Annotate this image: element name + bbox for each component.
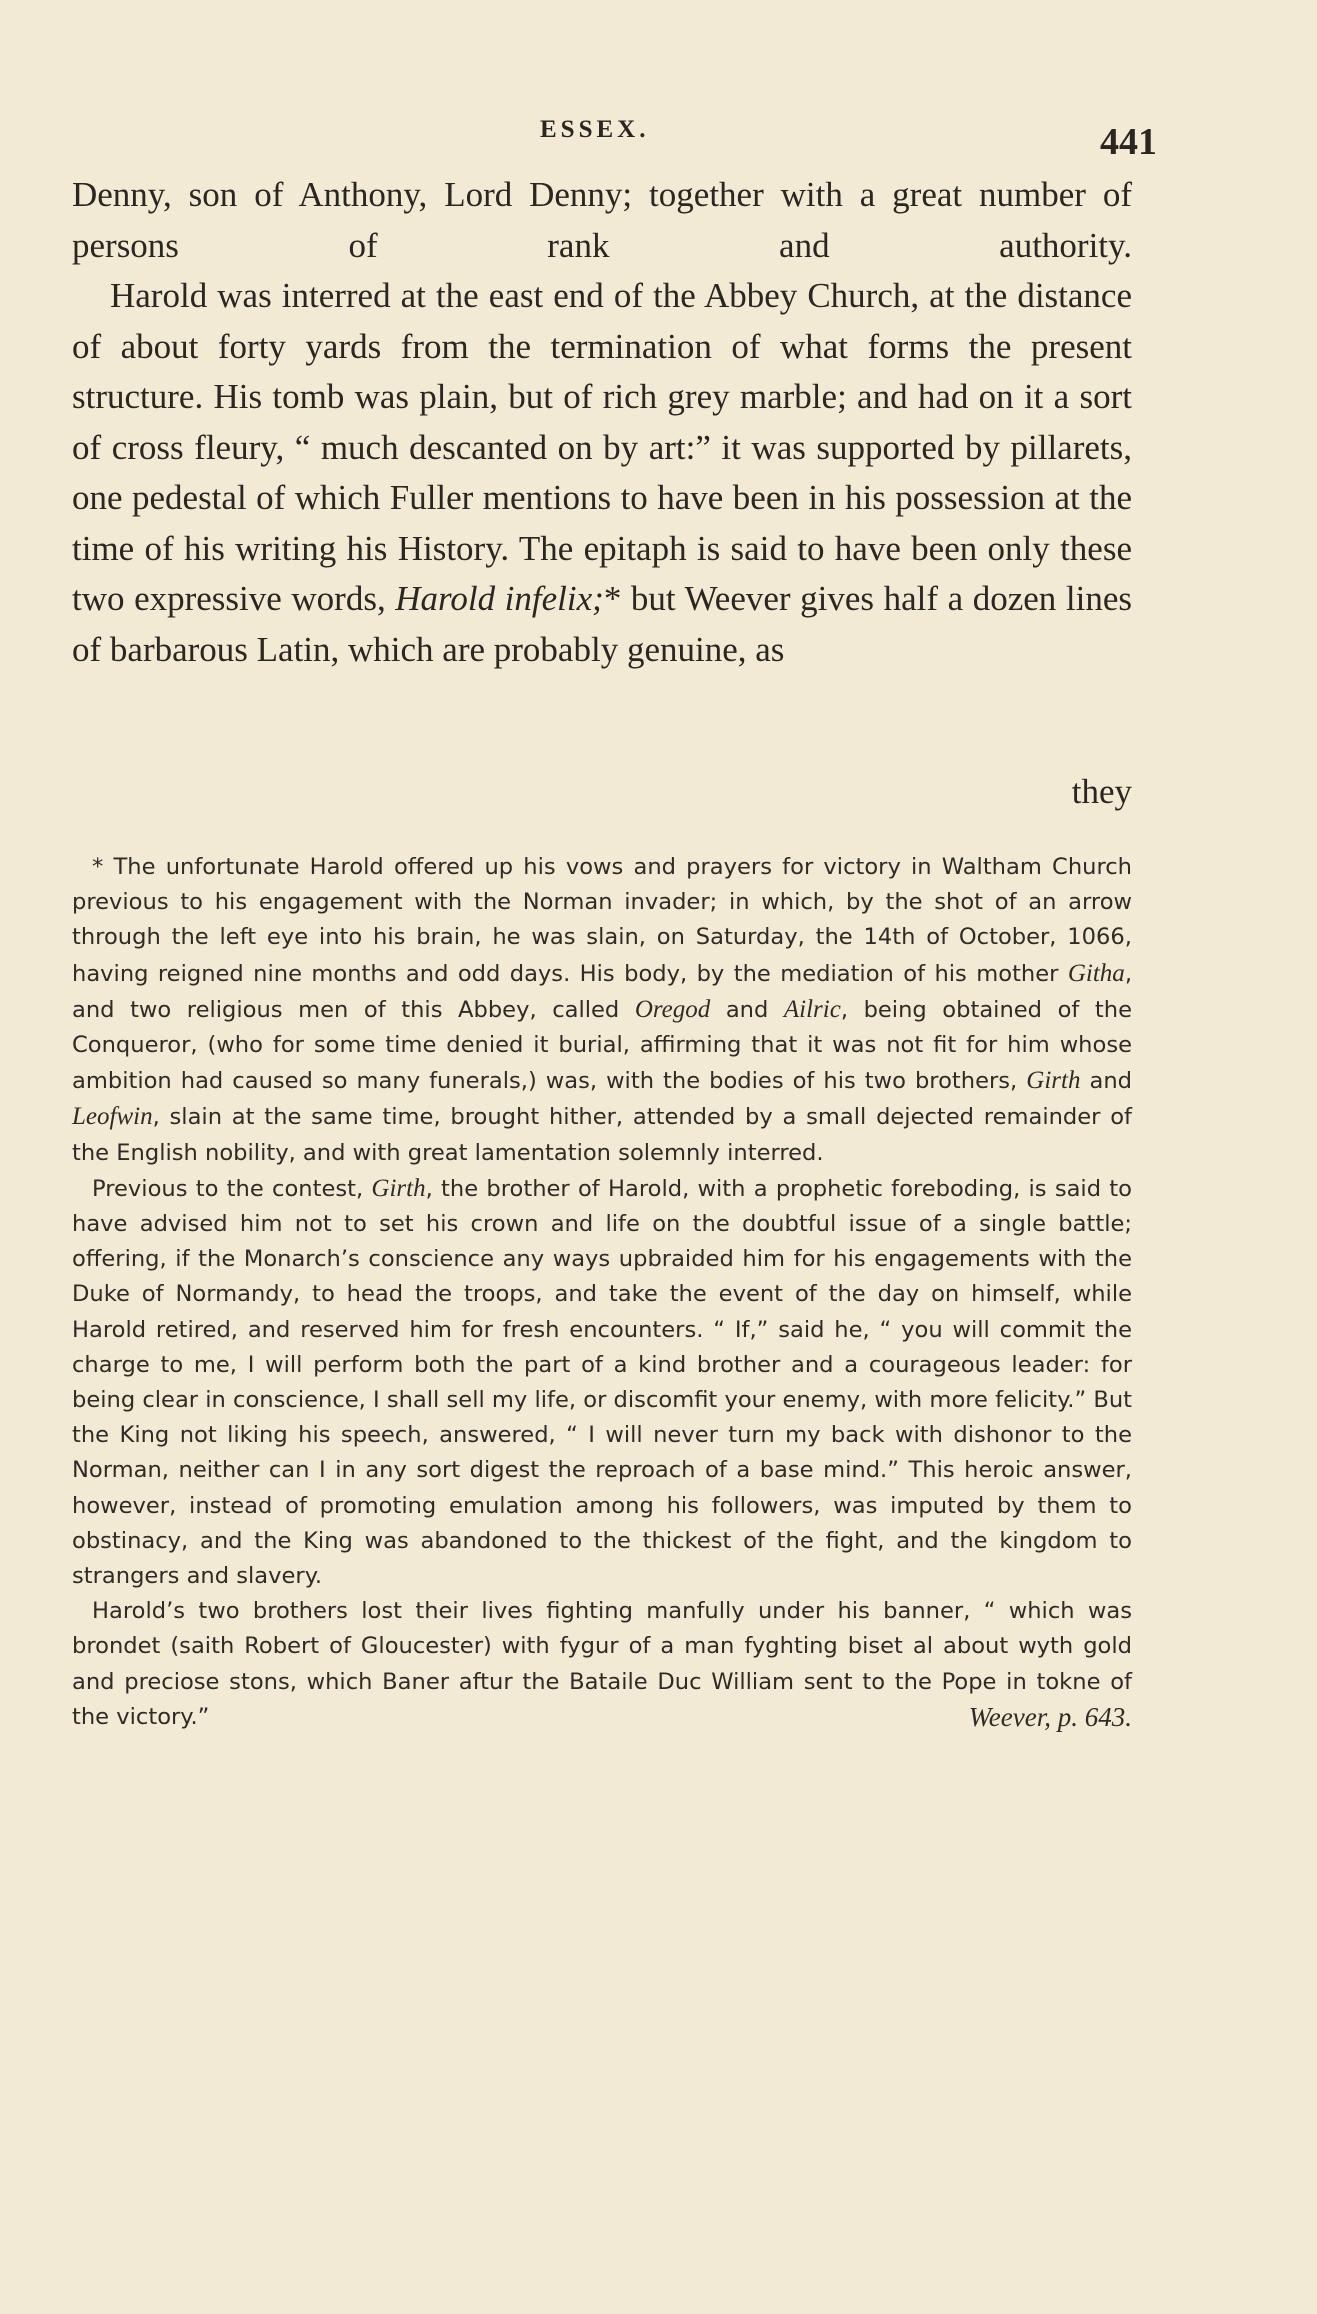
footnote-2: [72, 1171, 1132, 1594]
paragraph-2-text: Harold was interred at the east end of the Abbey Church, at the distance of about forty yards from the termination of what forms the present structure. His tomb was plain, but of rich grey marble; and had on it a sort of cross fleury, “ much descanted on by art:” it was supported by pillarets, one pedestal of which Fuller mentions to have been in his possession at the time of his writing his History. The epitaph is said to have been only these two expressive words,: [72, 276, 1132, 618]
catchword: they: [1071, 772, 1132, 811]
footnote-1-text: , and two religious men of this Abbey, called: [72, 960, 1132, 1023]
footnote-1: [72, 850, 1132, 1171]
footnote-3-text: Harold’s two brothers lost their lives fighting manfully under his banner, “ which was brondet (saith Robert of Gloucester) with fygur of a man fyghting biset al about wyth gold and preciose stons, which Baner aftur the Bataile Duc William sent to the Pope in tokne of the victory.”: [72, 1598, 1132, 1730]
footnote-2-text: Previous to the contest,: [92, 1175, 372, 1202]
paragraph-2-tail: * but Weever gives half a dozen lines of barbarous Latin, which are probably genuine, as: [72, 579, 1132, 669]
footnote-1-text: * The unfortunate Harold offered up his vows and prayers for victory in Waltham Church previous to his engagement with the Norman invader; in which, by the shot of an arrow through the left eye into his brain, he was slain, on Saturday, the 14th of October, 1066, having reigned nine months and odd days. His body, by the mediation of his mother: [72, 854, 1132, 987]
footnote-1-text: , slain at the same time, brought hither, attended by a small dejected remainder of the English nobility, and with great lamentation solemnly interred.: [72, 1104, 1132, 1166]
footnote-italic: Ailric: [783, 995, 841, 1023]
page-header: [0, 112, 1317, 162]
running-head: ESSEX.: [540, 116, 650, 143]
main-text: [72, 170, 1132, 675]
citation: Weever, p. 643.: [968, 1701, 1132, 1732]
footnote-3: [72, 1594, 1132, 1735]
footnotes: [72, 850, 1132, 1735]
footnote-italic: Leofwin: [72, 1103, 153, 1131]
footnote-italic: Githa: [1067, 959, 1125, 987]
footnote-italic: Oregod: [634, 995, 711, 1023]
epitaph-italic: Harold infelix;: [395, 579, 604, 618]
paragraph-1: Denny, son of Anthony, Lord Denny; together with a great number of persons of rank and authority.: [72, 175, 1132, 265]
footnote-1-text: and: [710, 996, 784, 1023]
footnote-1-text: and: [1080, 1068, 1132, 1095]
footnote-2-text: , the brother of Harold, with a prophetic foreboding, is said to have advised him not to set his crown and life on the doubtful issue of a single battle; offering, if the Monarch’s conscience any ways upbraided him for his engagements with the Duke of Normandy, to head the troops, and take the event of the day on himself, while Harold retired, and reserved him for fresh encounters. “ If,” said he, “ you will commit the charge to me, I will perform both the part of a kind brother and a courageous leader: for being clear in conscience, I shall sell my life, or discomfit your enemy, with more felicity.” But the King not liking his speech, answered, “ I will never turn my back with dishonor to the Norman, neither can I in any sort digest the reproach of a base mind.” This heroic answer, however, instead of promoting emulation among his followers, was imputed by them to obstinacy, and the King was abandoned to the thickest of the fight, and the kingdom to strangers and slavery.: [72, 1175, 1133, 1590]
footnote-italic: Girth: [1026, 1067, 1081, 1095]
footnote-italic: Girth: [371, 1174, 426, 1202]
page-number: 441: [1100, 121, 1157, 163]
paragraph-2: [72, 271, 1132, 675]
footnote-1-text: , being obtained of the Conqueror, (who for some time denied it burial, affirming that it was not fit for him whose ambition had caused so many funerals,) was, with the bodies of his two brothers,: [72, 996, 1132, 1095]
